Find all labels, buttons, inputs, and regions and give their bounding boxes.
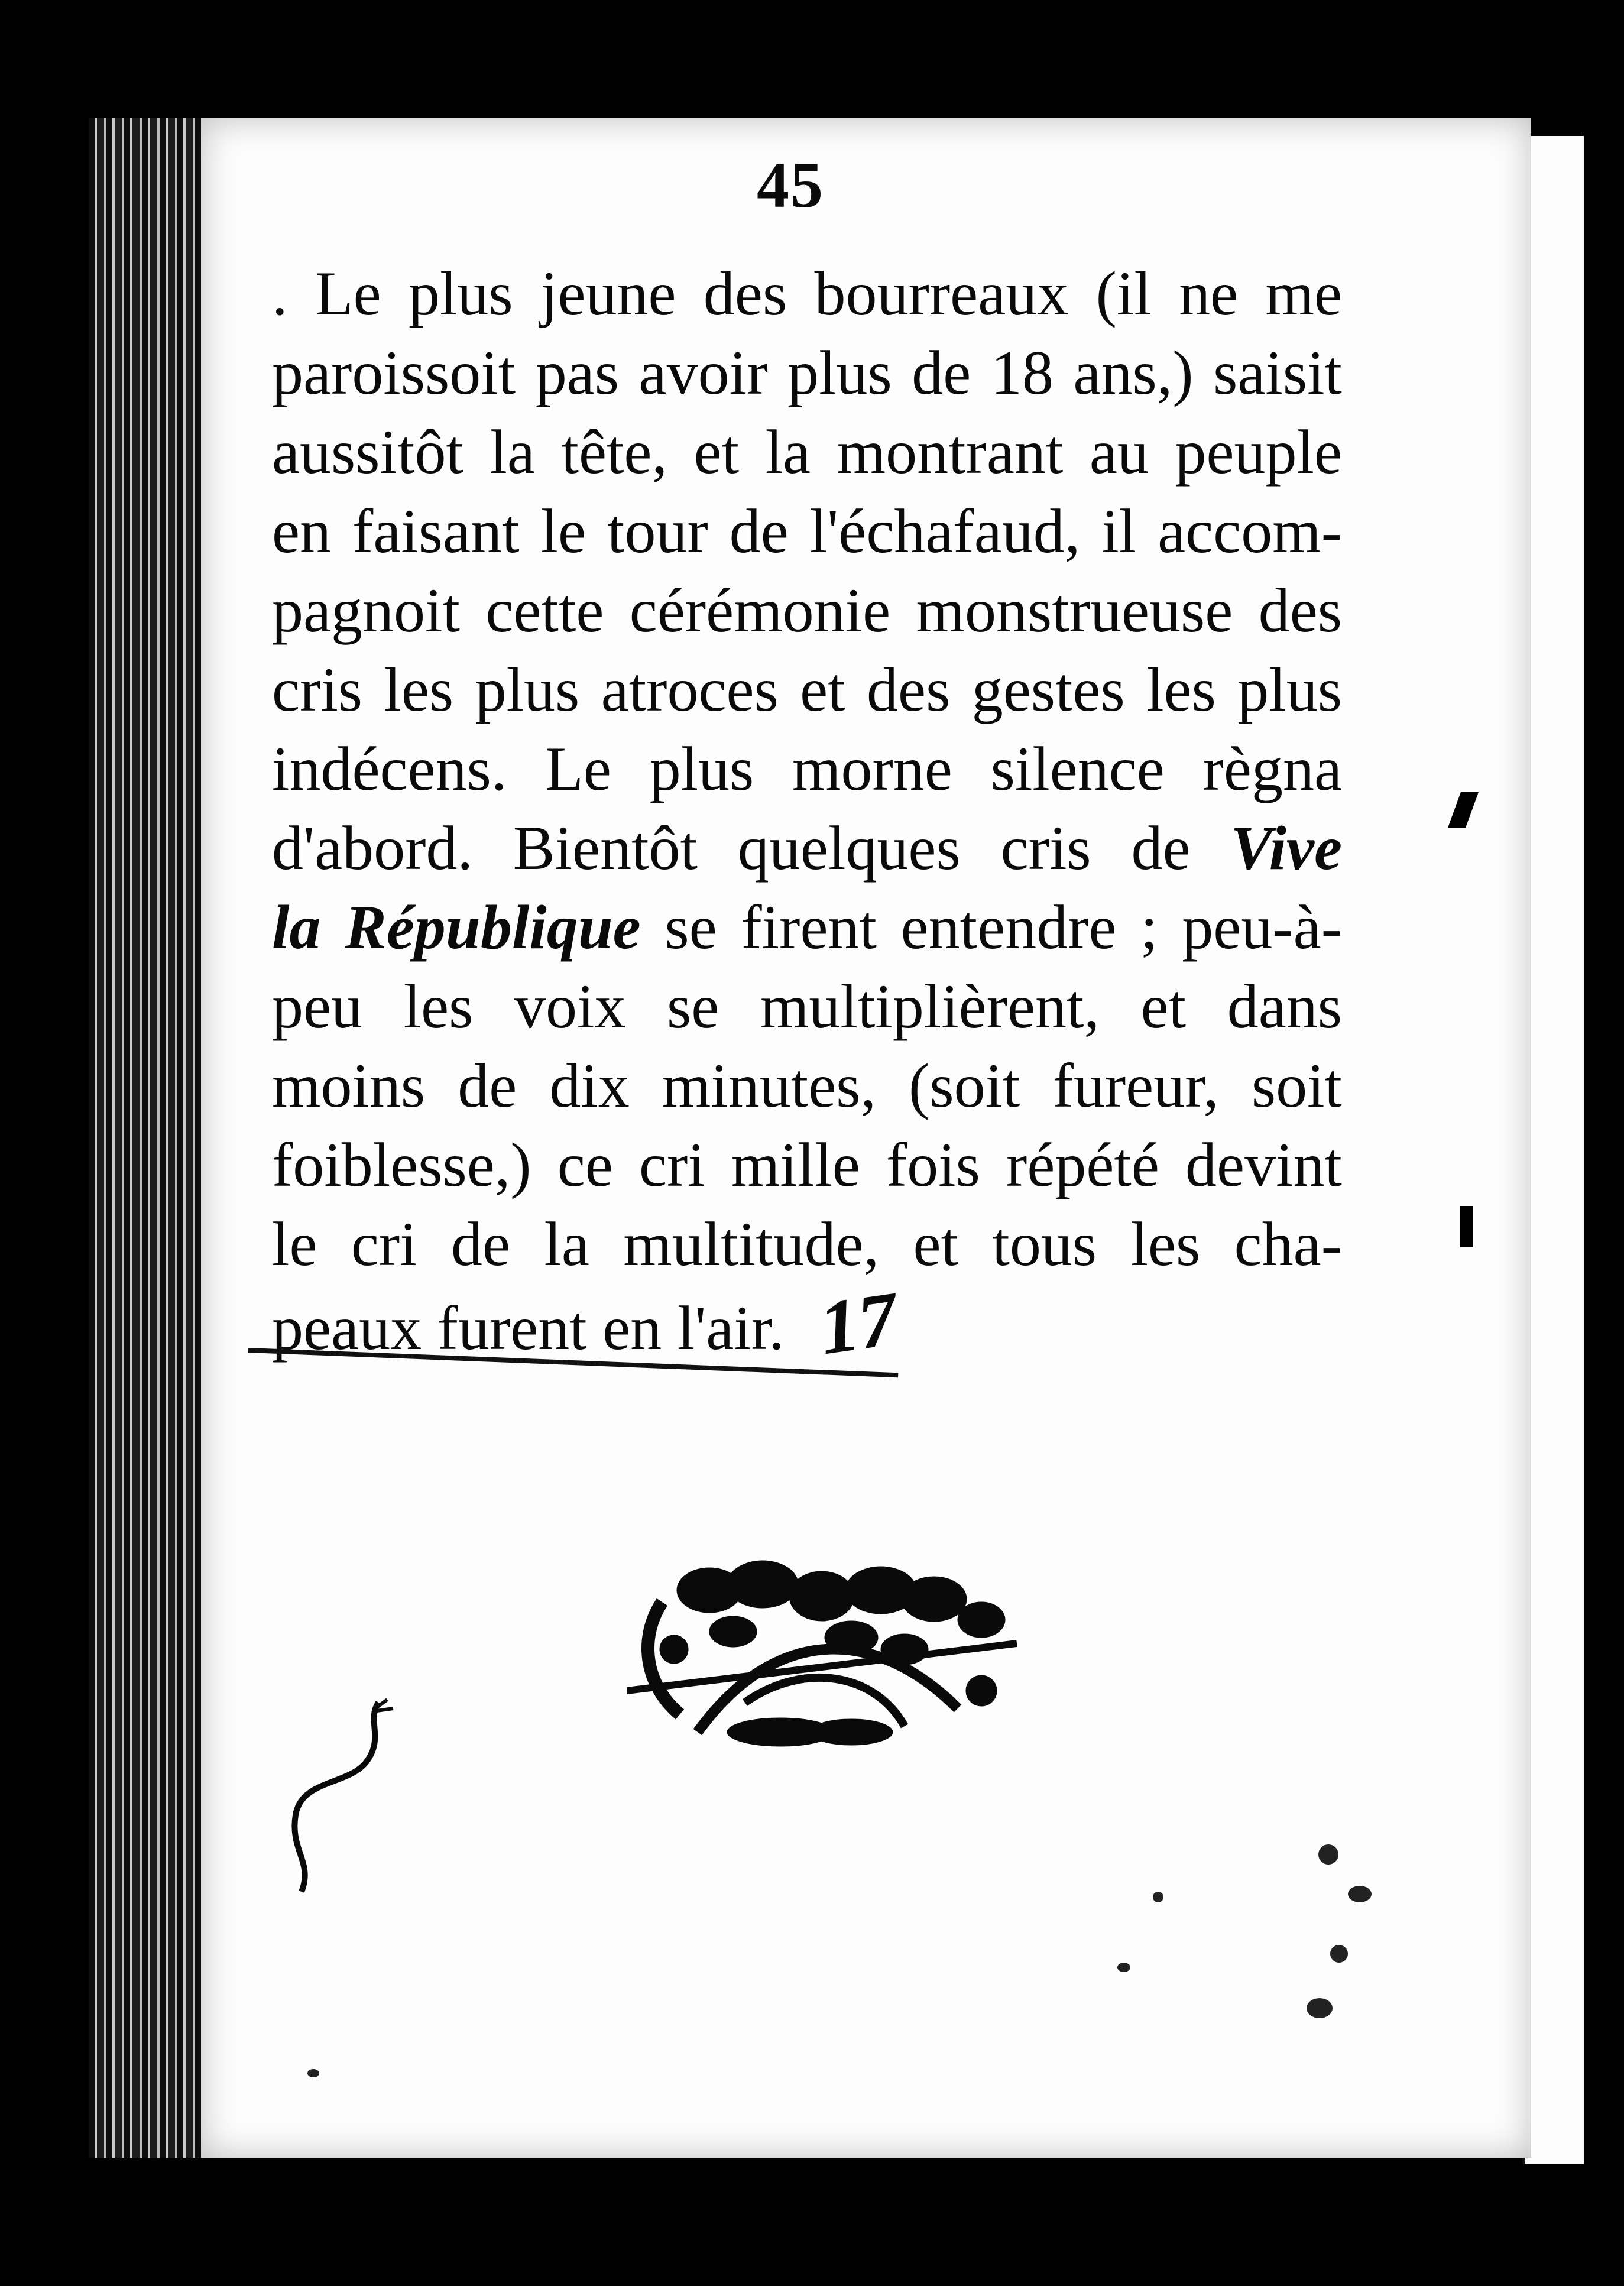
text-line: cris les plus atroces et des gestes les plus	[272, 655, 1342, 724]
text-line-with-italic	[272, 888, 1342, 967]
text-line: le cri de la multitude, et tous les cha-	[272, 1210, 1342, 1279]
handwritten-mark: 17	[814, 1276, 903, 1371]
text-fragment: d'abord. Bientôt quelques cris de	[272, 813, 1191, 883]
ornament-wreath-icon	[627, 1555, 1017, 1750]
ink-speck	[1348, 1886, 1372, 1902]
text-line-with-italic	[272, 809, 1342, 888]
page-edge-strip	[89, 118, 207, 2158]
text-line: . Le plus jeune des bourreaux (il ne me	[272, 259, 1342, 328]
text-line: foiblesse,) ce cri mille fois répété devint	[272, 1130, 1342, 1199]
facing-page-edge	[1522, 136, 1584, 2164]
ink-speck	[1117, 1963, 1130, 1972]
italic-text: la République	[272, 893, 641, 962]
ink-speck	[307, 2069, 319, 2077]
ink-speck	[1330, 1945, 1348, 1963]
text-line: en faisant le tour de l'échafaud, il accom-	[272, 497, 1342, 566]
text-fragment: se firent entendre ; peu-à-	[664, 893, 1343, 962]
ink-speck	[1153, 1892, 1163, 1902]
text-line: aussitôt la tête, et la montrant au peuple	[272, 417, 1342, 487]
text-line: moins de dix minutes, (soit fureur, soit	[272, 1051, 1342, 1120]
margin-mark	[1460, 1206, 1473, 1247]
page-number: 45	[757, 149, 824, 221]
body-text	[272, 254, 1343, 1371]
text-line: indécens. Le plus morne silence règna	[272, 734, 1342, 803]
text-line: paroissoit pas avoir plus de 18 ans,) saisit	[272, 338, 1342, 407]
ink-speck	[1307, 1998, 1333, 2018]
ink-speck	[1318, 1844, 1338, 1865]
text-line: peu les voix se multiplièrent, et dans	[272, 972, 1342, 1041]
text-fragment: peaux furent en l'air.	[272, 1293, 785, 1363]
text-line: pagnoit cette cérémonie monstrueuse des	[272, 576, 1342, 645]
italic-text: Vive	[1230, 813, 1343, 883]
ink-flourish-icon	[278, 1697, 420, 1898]
